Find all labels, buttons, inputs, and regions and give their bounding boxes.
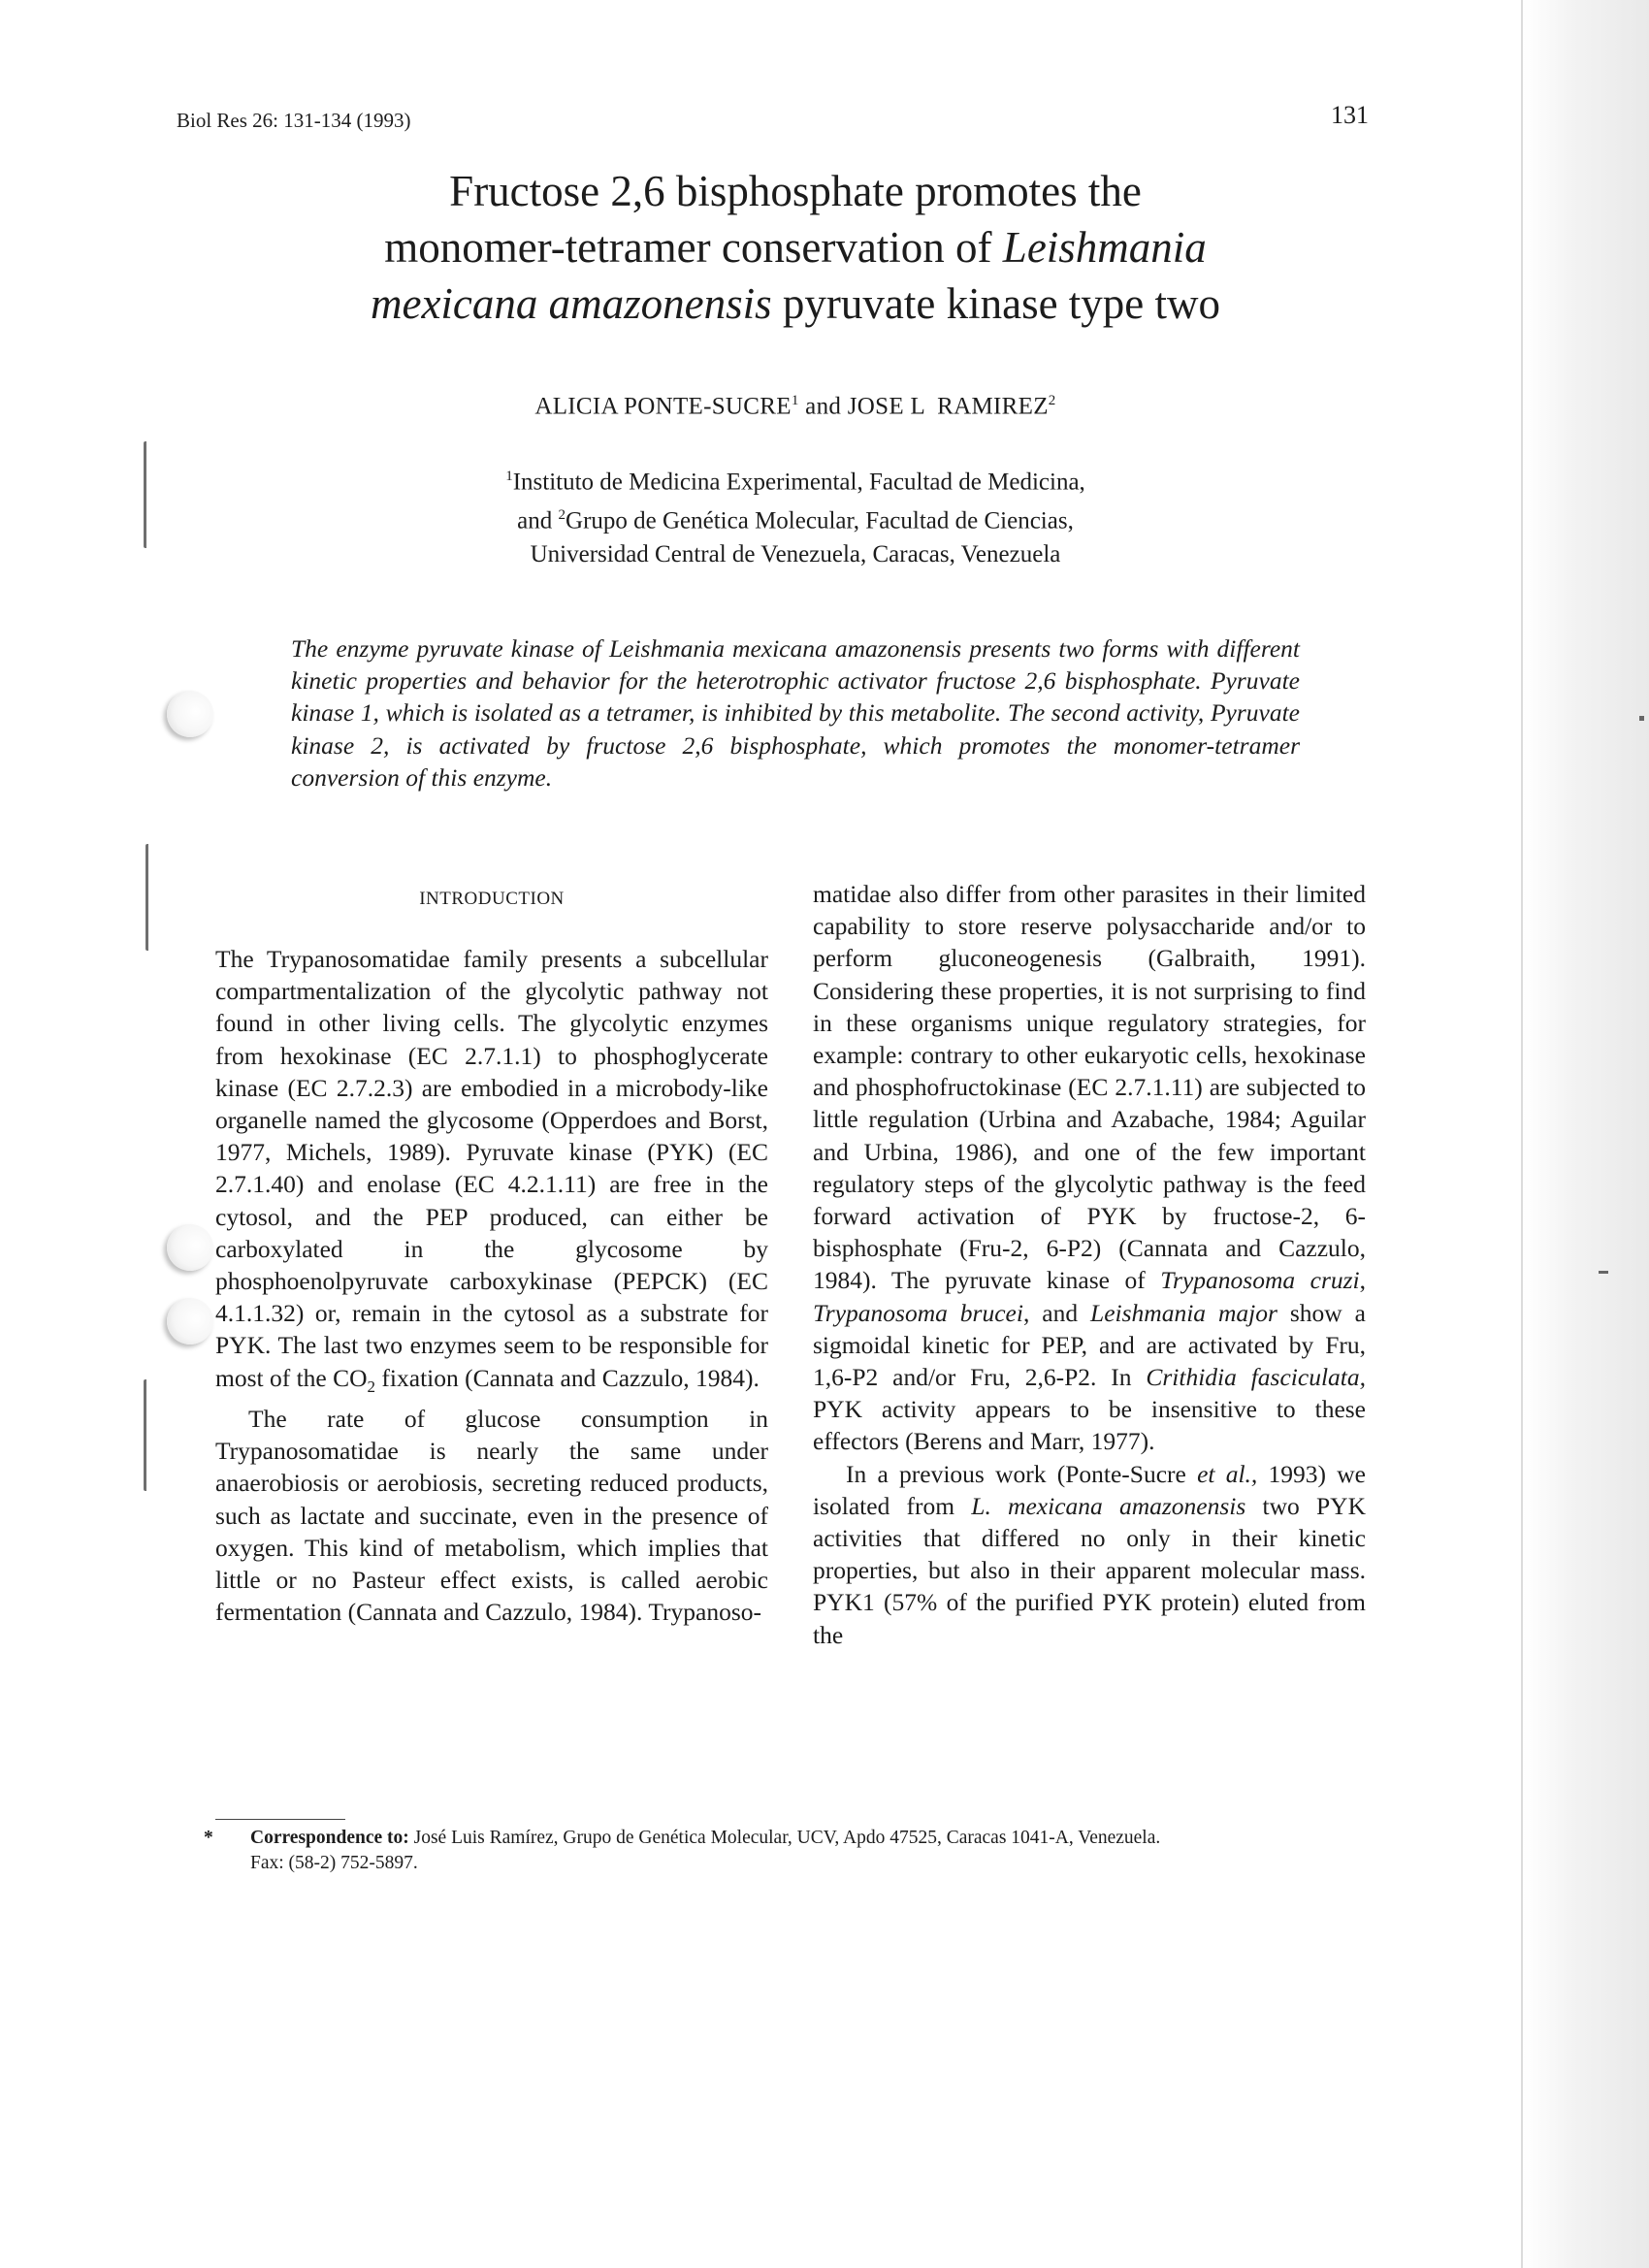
species-t-cruzi: Trypanosoma cruzi xyxy=(1160,1266,1360,1295)
author-list xyxy=(233,393,1358,420)
binding-mark xyxy=(146,844,152,951)
intro-paragraph-2: The rate of glucose consumption in Trypanosomatidae is nearly the same under anaerobiosis or aerobiosis, secreting reduced products, such as lactate and succinate, even in the presence of oxygen. This kind of metabolism, which implies that little or no Pasteur effect exists, is called aerobic fermentation (Cannata and Cazzulo, 1984). Trypanoso- xyxy=(215,1404,768,1627)
footnote-lead: Correspondence to: xyxy=(250,1828,409,1848)
title-line-2: monomer-tetramer conservation of xyxy=(384,223,1003,272)
title-genus: Leishmania xyxy=(1002,223,1207,272)
footnote-rule xyxy=(215,1819,345,1820)
correspondence-footnote xyxy=(204,1826,1368,1876)
footnote-fax: Fax: (58-2) 752-5897. xyxy=(250,1853,418,1873)
title-species: mexicana amazonensis xyxy=(370,279,772,328)
title-line-1: Fructose 2,6 bisphosphate promotes the xyxy=(449,167,1142,215)
affiliation-mark-2: 2 xyxy=(558,507,566,524)
intro-p3-text-2: show a sigmoidal kinetic for PEP, and are activated by Fru, 1,6-P2 and/or Fru, 2,6-P2. In xyxy=(813,1298,1366,1392)
intro-p3-sep: , and xyxy=(1022,1298,1091,1327)
section-heading-introduction: INTRODUCTION xyxy=(419,889,565,909)
author-joiner: and xyxy=(798,393,848,420)
binding-mark xyxy=(144,1379,150,1491)
affiliation-mark-1: 1 xyxy=(505,469,513,484)
affiliation-text-2: Grupo de Genética Molecular, Facultad de Ciencias, xyxy=(566,507,1074,535)
affiliation-prefix-2: and xyxy=(517,507,559,535)
page-number: 131 xyxy=(1331,101,1369,129)
intro-p3-text: matidae also differ from other parasites in their limited capability to store reserve polysaccharide and/or to perform gluconeogenesis (Galbraith, 1991). Considering these properties, it is not surprising to find in these organisms unique regulatory strategies, for example: contrary to other eukaryotic cells, hexokinase and phosphofructokinase (EC 2.7.1.11) are subjected to little regulation (Urbina and Azabache, 1984; Aguilar and Urbina, 1986), and one of the few important regulatory steps of the glycolytic pathway is the feed forward activation of PYK by fructose-2, 6-bisphosphate (Fru-2, 6-P2) (Cannata and Cazzulo, 1984). The pyruvate kinase of xyxy=(813,880,1366,1295)
punch-hole xyxy=(167,1224,213,1271)
article-title xyxy=(233,163,1358,332)
affiliation-line-3: Universidad Central de Venezuela, Caracas, Venezuela xyxy=(530,540,1061,567)
affiliation-text-1: Instituto de Medicina Experimental, Facultad de Medicina, xyxy=(512,469,1085,496)
intro-paragraph-3 xyxy=(813,878,1366,1458)
footnote-line-1 xyxy=(204,1826,1368,1851)
journal-reference: Biol Res 26: 131-134 (1993) xyxy=(177,109,411,132)
intro-p1-end: fixation (Cannata and Cazzulo, 1984). xyxy=(375,1363,760,1392)
co2-subscript: 2 xyxy=(367,1377,376,1396)
scan-speck xyxy=(1599,1271,1608,1274)
intro-p1-text: The Trypanosomatidae family presents a subcellular compartmentalization of the glycolytic pathway not found in other living cells. The glycolytic enzymes from hexokinase (EC 2.7.1.1) to phosphoglycerate kinase (EC 2.7.2.3) are embodied in a microbody-like organelle named the glycosome (Opperdoes and Borst, 1977, Michels, 1989). Pyruvate kinase (PYK) (EC 2.7.1.40) and enolase (EC 4.2.1.11) are free in the cytosol, and the PEP produced, can either be carboxylated in the glycosome by phosphoenolpyruvate carboxykinase (PEPCK) (EC 4.1.1.32) or, remain in the cytosol as a substrate for PYK. The last two enzymes seem to be responsible for most of the CO xyxy=(215,945,768,1392)
intro-p4-text-2: 1993) we isolated from xyxy=(813,1459,1366,1520)
affiliations xyxy=(233,460,1358,571)
scan-speck xyxy=(1639,716,1644,721)
intro-paragraph-1 xyxy=(215,943,768,1403)
author-2-affiliation-mark: 2 xyxy=(1048,393,1056,408)
author-1: ALICIA PONTE-SUCRE xyxy=(534,393,792,420)
left-column xyxy=(215,943,768,1628)
intro-p3-end: PYK activity appears to be insensitive to these effectors (Berens and Marr, 1977). xyxy=(813,1395,1366,1456)
species-t-brucei: Trypanosoma brucei xyxy=(813,1298,1023,1327)
species-l-mexicana: L. mexicana amazonensis xyxy=(971,1491,1246,1520)
author-1-affiliation-mark: 1 xyxy=(791,393,799,408)
species-l-major: Leishmania major xyxy=(1090,1298,1277,1327)
species-c-fasciculata: Crithidia fasciculata, xyxy=(1146,1363,1366,1392)
right-column xyxy=(813,878,1366,1651)
footnote-text: José Luis Ramírez, Grupo de Genética Molecular, UCV, Apdo 47525, Caracas 1041-A, Venezuela. xyxy=(408,1828,1161,1848)
punch-hole xyxy=(167,1298,213,1345)
abstract: The enzyme pyruvate kinase of Leishmania mexicana amazonensis presents two forms with different kinetic properties and behavior for the heterotrophic activator fructose 2,6 bisphosphate. Pyruvate kinase 1, which is isolated as a tetramer, is inhibited by this metabolite. The second activity, Pyruvate kinase 2, is activated by fructose 2,6 bisphosphate, which promotes the monomer-tetramer conversion of this enzyme. xyxy=(291,634,1300,792)
affiliation-line-2 xyxy=(233,499,1358,537)
title-line-3: pyruvate kinase type two xyxy=(771,279,1221,328)
page-edge-line xyxy=(1521,0,1523,2268)
footnote-marker: * xyxy=(204,1828,213,1848)
punch-hole xyxy=(167,691,213,737)
intro-paragraph-4 xyxy=(813,1458,1366,1651)
affiliation-line-1 xyxy=(233,460,1358,499)
binding-mark xyxy=(144,441,150,548)
et-al: et al., xyxy=(1197,1459,1258,1488)
intro-p4-end: two PYK activities that differed no only in their kinetic properties, but also in their apparent molecular mass. PYK1 (57% of the purified PYK protein) eluted from the xyxy=(813,1491,1366,1649)
intro-p3-sep: , xyxy=(1359,1266,1366,1295)
author-2: JOSE L RAMIREZ xyxy=(847,393,1049,420)
page-edge-shadow xyxy=(1523,0,1649,2268)
intro-p4-text: In a previous work (Ponte-Sucre xyxy=(846,1459,1198,1488)
